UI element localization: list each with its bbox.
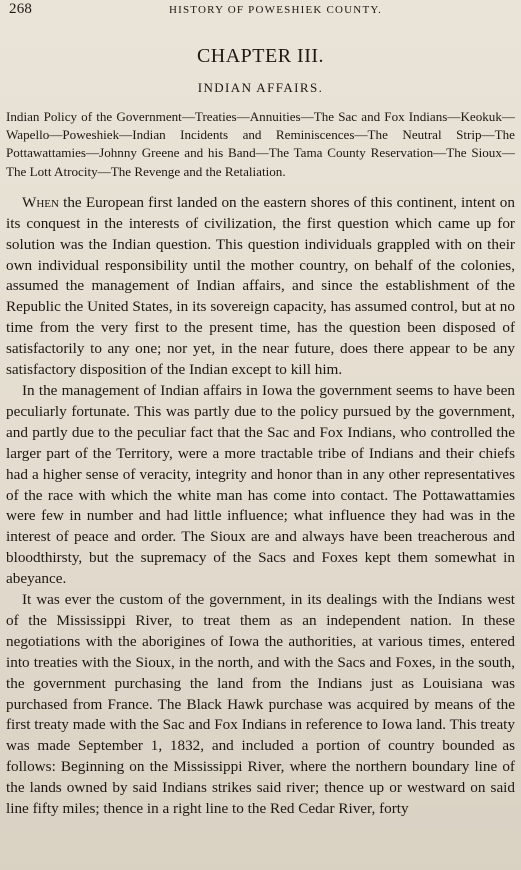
page-header <box>6 0 515 22</box>
chapter-subtitle: INDIAN AFFAIRS. <box>197 80 324 95</box>
paragraph-2: In the management of Indian affairs in Iowa the government seems to have been peculiarly fortunate. This was partly due to the policy pursued by the government, and partly due to the peculiar fact that the Sac and Fox Indians, who controlled the larger part of the Territory, were a more tractable tribe of Indians and their chiefs had a higher sense of veracity, integrity and honor than in any other representatives of the race with which the white man has come into contact. The Pottawattamies were few in number and had little influence; what influence they had was in the interest of peace and order. The Sioux are and always have been treacherous and bloodthirsty, but the supremacy of the Sacs and Foxes kept them somewhat in abeyance. <box>6 381 515 588</box>
paragraph-1 <box>6 193 515 381</box>
chapter-title: CHAPTER III. <box>196 45 325 67</box>
body-text <box>6 193 515 820</box>
chapter-synopsis: Indian Policy of the Government—Treaties—Annuities—The Sac and Fox Indians—Keokuk—Wapello—Poweshiek—Indian Incidents and Reminiscences—The Neutral Strip—The Pottawattamies—Johnny Greene and his Band—The Tama County Reservation—The Sioux—The Lott Atrocity—The Revenge and the Retaliation. <box>6 109 515 179</box>
running-head: HISTORY OF POWESHIEK COUNTY. <box>168 4 383 16</box>
page-number: 268 <box>9 1 33 17</box>
paragraph-1-text: the European first landed on the eastern shores of this continent, intent on its conquest in the interests of civilization, the first question which came up for solution was the Indian question. This question individuals grappled with on their own individual responsibility until the mother country, on behalf of the colonies, assumed the management of Indian affairs, and since the establishment of the Republic the United States, in its sovereign capacity, has assumed control, but at no time from the very first to the present time, has the question been disposed of satisfactorily to any one; nor yet, in the near future, does there appear to be any satisfactory disposition of the Indian except to kill him. <box>6 193 515 379</box>
opening-word: When <box>22 193 59 211</box>
paragraph-3: It was ever the custom of the government, in its dealings with the Indians west of the Mississippi River, to treat them as an independent nation. In these negotiations with the aborigines of Iowa the authorities, at various times, entered into treaties with the Sioux, in the north, and with the Sacs and Foxes, in the south, the government purchasing the land from the Indians just as Louisiana was purchased from France. The Black Hawk purchase was acquired by means of the first treaty made with the Sac and Fox Indians in reference to Iowa land. This treaty was made September 1, 1832, and included a portion of country bounded as follows: Beginning on the Mississippi River, where the northern boundary line of the lands owned by said Indians strikes said river; thence up or westward on said line fifty miles; thence in a right line to the Red Cedar River, forty <box>6 591 515 818</box>
